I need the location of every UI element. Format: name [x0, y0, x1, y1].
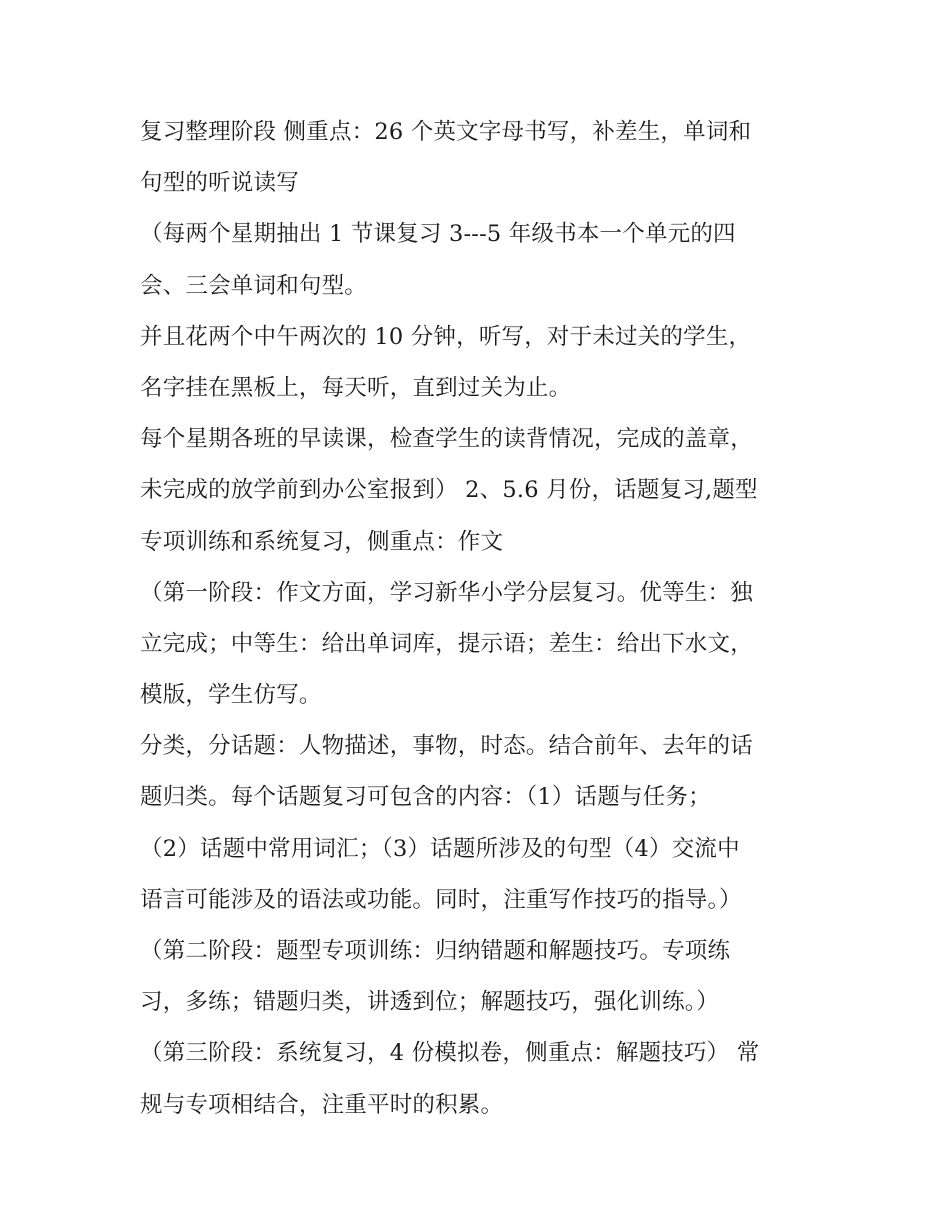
text-line: 题归类。每个话题复习可包含的内容：（1）话题与任务； [140, 784, 711, 811]
text-line: 并且花两个中午两次的 10 分钟，听写，对于未过关的学生， [140, 323, 752, 350]
text-line: 每个星期各班的早读课，检查学生的读背情况，完成的盖章， [140, 426, 753, 453]
text-line: 习，多练；错题归类，讲透到位；解题技巧，强化训练。） [140, 989, 719, 1016]
text-line: （第二阶段：题型专项训练：归纳错题和解题技巧。专项练 [140, 938, 731, 964]
text-line: 规与专项相结合，注重平时的积累。 [140, 1091, 504, 1118]
text-line: 分类，分话题：人物描述，事物，时态。结合前年、去年的话 [140, 733, 753, 760]
text-line: 语言可能涉及的语法或功能。同时，注重写作技巧的指导。） [140, 886, 742, 913]
text-line: 句型的听说读写 [140, 170, 299, 197]
text-line: （每两个星期抽出 1 节课复习 3---5 年级书本一个单元的四 [140, 221, 736, 248]
text-line: （第一阶段：作文方面，学习新华小学分层复习。优等生：独 [140, 579, 753, 606]
text-line: 会、三会单词和句型。 [140, 272, 368, 299]
document-body [140, 107, 840, 1131]
text-line: 复习整理阶段 侧重点：26 个英文字母书写，补差生，单词和 [140, 119, 752, 145]
text-line: （2）话题中常用词汇；（3）话题所涉及的句型（4）交流中 [140, 835, 740, 862]
text-line: （第三阶段：系统复习，4 份模拟卷，侧重点：解题技巧） 常 [140, 1040, 760, 1067]
text-line: 未完成的放学前到办公室报到） 2、5.6 月份，话题复习,题型 [140, 477, 758, 504]
text-line: 模版，学生仿写。 [140, 682, 322, 709]
text-line: 立完成；中等生：给出单词库，提示语；差生：给出下水文， [140, 630, 753, 657]
text-line: 专项训练和系统复习，侧重点：作文 [140, 528, 504, 555]
text-line: 名字挂在黑板上，每天听，直到过关为止。 [140, 374, 572, 401]
